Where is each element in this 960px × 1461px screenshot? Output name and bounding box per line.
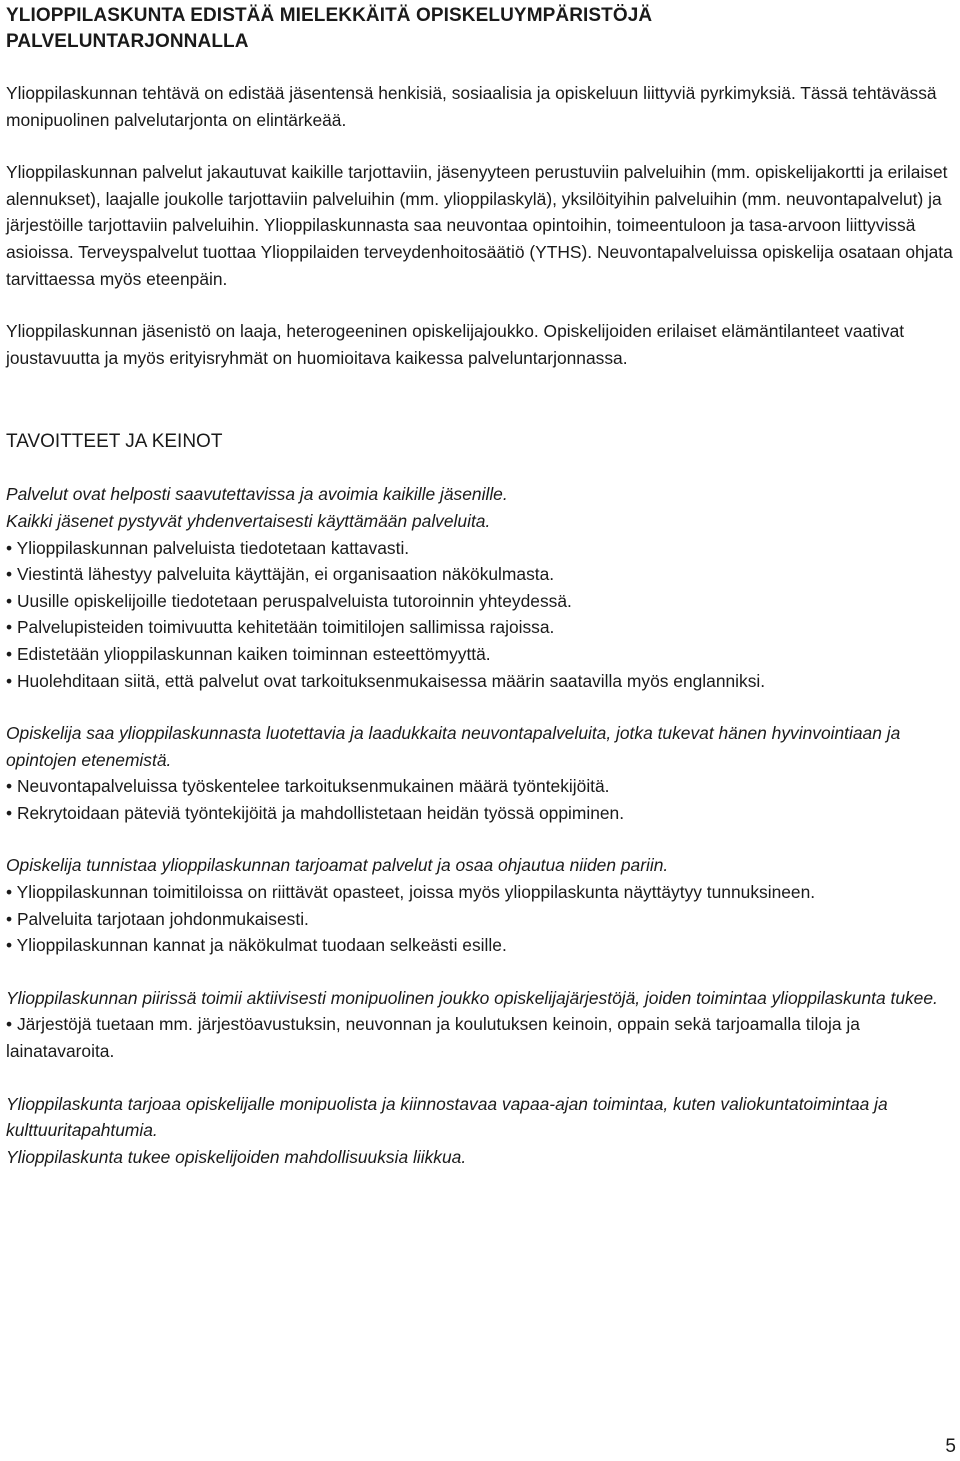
- bullet-list-2: [6, 773, 954, 826]
- page-heading: [6, 0, 954, 55]
- goal-statement: Kaikki jäsenet pystyvät yhdenvertaisesti käyttämään palveluita.: [6, 510, 491, 531]
- bullet-icon: •: [6, 537, 13, 558]
- goal-statement: Ylioppilaskunta tarjoaa opiskelijalle monipuolista ja kiinnostavaa vapaa-ajan toimintaa, kuten valiokuntatoimintaa ja kulttuuritapahtumia.: [6, 1093, 888, 1141]
- list-item-text: Rekrytoidaan päteviä työntekijöitä ja mahdollistetaan heidän työssä oppiminen.: [16, 802, 625, 823]
- bullet-icon: •: [6, 1014, 13, 1035]
- list-item-text: Palveluita tarjotaan johdonmukaisesti.: [16, 908, 309, 929]
- list-item: [6, 879, 954, 906]
- list-item: [6, 1011, 954, 1064]
- list-item-text: Ylioppilaskunnan kannat ja näkökulmat tuodaan selkeästi esille.: [16, 935, 507, 956]
- list-item-text: Ylioppilaskunnan palveluista tiedotetaan kattavasti.: [16, 537, 410, 558]
- list-item: [6, 773, 954, 800]
- list-item-text: Palvelupisteiden toimivuutta kehitetään toimitilojen sallimissa rajoissa.: [16, 617, 555, 638]
- list-item: [6, 614, 954, 641]
- list-item: [6, 906, 954, 933]
- list-item-text: Huolehditaan siitä, että palvelut ovat tarkoituksenmukaisessa määrin saatavilla myös englanniksi.: [16, 670, 766, 691]
- list-item-text: Viestintä lähestyy palveluita käyttäjän, ei organisaation näkökulmasta.: [16, 564, 555, 585]
- list-item-text: Ylioppilaskunnan toimitiloissa on riittävät opasteet, joissa myös ylioppilaskunta näyttäytyy tunnuksineen.: [16, 882, 816, 903]
- list-item: [6, 535, 954, 562]
- section-title: TAVOITTEET JA KEINOT: [6, 431, 223, 453]
- intro-paragraph-2: Ylioppilaskunnan palvelut jakautuvat kaikille tarjottaviin, jäsenyyteen perustuviin palveluihin (mm. opiskelijakortti ja erilaiset alennukset), laajalle joukolle tarjottaviin palveluihin (mm. ylioppilaskylä), yksilöityihin palveluihin (mm. neuvontapalvelut) ja järjestöille tarjottaviin palveluihin. Ylioppilaskunnasta saa neuvontaa opintoihin, toimeentuloon ja tasa-arvoon liittyvissä asioissa. Terveyspalvelut tuottaa Ylioppilaiden terveydenhoitosäätiö (YTHS). Neuvontapalveluissa opiskelija osataan ohjata tarvittaessa myös eteenpäin.: [6, 162, 953, 289]
- bullet-icon: •: [6, 935, 13, 956]
- goal-statement: Ylioppilaskunnan piirissä toimii aktiivisesti monipuolinen joukko opiskelijajärjestöjä, joiden toimintaa ylioppilaskunta tukee.: [6, 987, 938, 1008]
- goal-statement: Opiskelija saa ylioppilaskunnasta luotettavia ja laadukkaita neuvontapalveluita, jotka tukevat hänen hyvinvointiaan ja opintojen etenemistä.: [6, 723, 901, 770]
- intro-paragraph-3: Ylioppilaskunnan jäsenistö on laaja, heterogeeninen opiskelijajoukko. Opiskelijoiden erilaiset elämäntilanteet vaativat joustavuutta ja myös erityisryhmät on huomioitava kaikessa palveluntarjonnassa.: [6, 321, 905, 368]
- bullet-icon: •: [6, 643, 13, 664]
- bullet-list-1: [6, 535, 954, 695]
- list-item: [6, 932, 954, 959]
- goal-statement: Palvelut ovat helposti saavutettavissa ja avoimia kaikille jäsenille.: [6, 484, 508, 505]
- bullet-icon: •: [6, 670, 13, 691]
- bullet-icon: •: [6, 590, 13, 611]
- bullet-icon: •: [6, 882, 13, 903]
- bullet-icon: •: [6, 617, 13, 638]
- list-item: [6, 668, 954, 695]
- goal-group-4: [6, 985, 954, 1012]
- list-item: [6, 800, 954, 827]
- list-item-text: Edistetään ylioppilaskunnan kaiken toiminnan esteettömyyttä.: [16, 643, 491, 664]
- page-heading-line-2: PALVELUNTARJONNALLA: [6, 31, 249, 52]
- list-item: [6, 561, 954, 588]
- bullet-list-4: [6, 1011, 954, 1064]
- goal-group-3: [6, 852, 954, 879]
- document-page: [6, 0, 954, 1170]
- bullet-list-3: [6, 879, 954, 959]
- goal-group-2: [6, 720, 954, 773]
- bullet-icon: •: [6, 776, 13, 797]
- list-item-text: Järjestöjä tuetaan mm. järjestöavustuksin, neuvonnan ja koulutuksen keinoin, oppain sekä tarjoamalla tiloja ja lainatavaroita.: [6, 1014, 860, 1062]
- page-heading-line-1: YLIOPPILASKUNTA EDISTÄÄ MIELEKKÄITÄ OPISKELUYMPÄRISTÖJÄ: [6, 5, 653, 26]
- bullet-icon: •: [6, 802, 13, 823]
- bullet-icon: •: [6, 564, 13, 585]
- bullet-icon: •: [6, 908, 13, 929]
- list-item: [6, 641, 954, 668]
- closing-statements: [6, 1091, 954, 1171]
- goal-statement: Ylioppilaskunta tukee opiskelijoiden mahdollisuuksia liikkua.: [6, 1146, 467, 1167]
- goal-statement: Opiskelija tunnistaa ylioppilaskunnan tarjoamat palvelut ja osaa ohjautua niiden pariin.: [6, 855, 669, 876]
- list-item-text: Uusille opiskelijoille tiedotetaan peruspalveluista tutoroinnin yhteydessä.: [16, 590, 572, 611]
- list-item-text: Neuvontapalveluissa työskentelee tarkoituksenmukainen määrä työntekijöitä.: [16, 776, 610, 797]
- page-number: 5: [945, 1436, 956, 1457]
- goal-group-1: [6, 481, 954, 534]
- intro-paragraph-1: Ylioppilaskunnan tehtävä on edistää jäsentensä henkisiä, sosiaalisia ja opiskeluun liittyviä pyrkimyksiä. Tässä tehtävässä monipuolinen palvelutarjonta on elintärkeää.: [6, 83, 937, 130]
- list-item: [6, 588, 954, 615]
